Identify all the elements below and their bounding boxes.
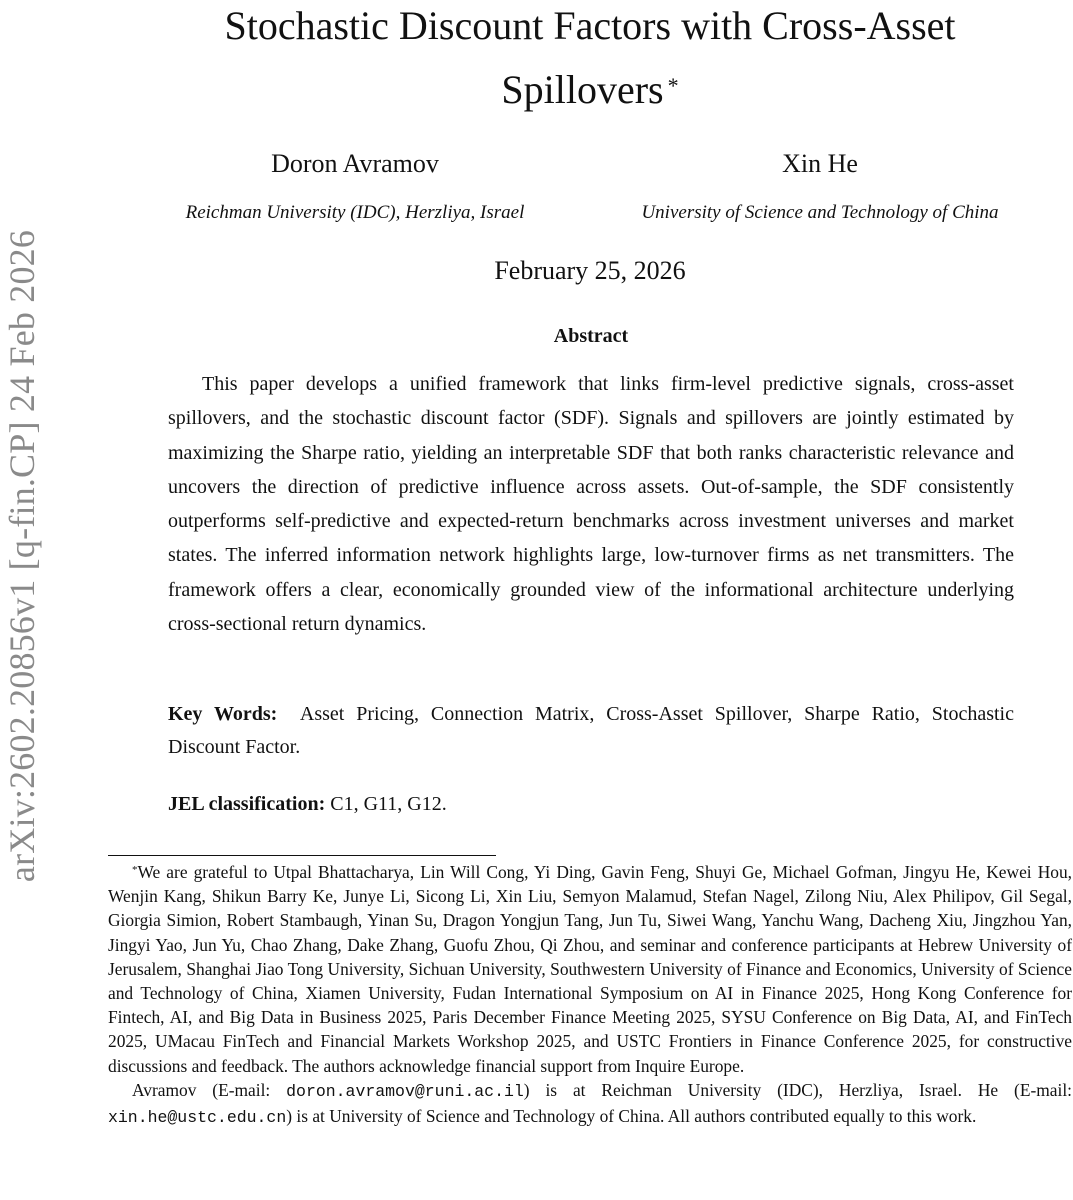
keywords: [168, 698, 1014, 764]
contact-text-2: ) is at Reichman University (IDC), Herzliya, Israel. He (E-mail:: [523, 1079, 1072, 1100]
author-affiliation: University of Science and Technology of China: [641, 202, 999, 223]
footnotes: [108, 860, 1072, 1130]
abstract-heading: Abstract: [553, 325, 629, 347]
arxiv-identifier: arXiv:2602.20856v1 [q-fin.CP] 24 Feb 2026: [2, 229, 42, 883]
contact-text-3: ) is at University of Science and Technology of China. All authors contributed equally to this work.: [286, 1106, 977, 1127]
author-name: Doron Avramov: [271, 149, 439, 178]
author-affiliation: Reichman University (IDC), Herzliya, Israel: [185, 202, 525, 223]
author-block-avramov: [140, 146, 570, 226]
jel-codes: C1, G11, G12.: [330, 793, 447, 815]
title-line-2: Spillovers: [501, 67, 664, 112]
arxiv-stamp: [0, 0, 44, 1200]
title-footnote-mark[interactable]: *: [667, 73, 679, 98]
author-name: Xin He: [782, 149, 858, 178]
jel-label: JEL classification:: [168, 793, 326, 815]
contact-text-1: Avramov (E-mail:: [132, 1079, 287, 1100]
keywords-label: Key Words:: [168, 703, 278, 725]
publication-date: February 25, 2026: [494, 256, 686, 285]
email-link-he[interactable]: xin.he@ustc.edu.cn: [108, 1108, 287, 1128]
jel-classification: [168, 788, 1014, 821]
title-line-1: Stochastic Discount Factors with Cross-Asset: [224, 3, 956, 48]
acknowledgement-footnote: [108, 860, 1072, 1078]
keywords-text: Asset Pricing, Connection Matrix, Cross-Asset Spillover, Sharpe Ratio, Stochastic Discount Factor.: [168, 703, 1014, 758]
footnote-divider: [108, 855, 496, 856]
footnote-mark: *: [132, 864, 138, 876]
abstract-text: This paper develops a unified framework that links firm-level predictive signals, cross-asset spillovers, and the stochastic discount factor (SDF). Signals and spillovers are jointly estimated by maximizing the Sharpe ratio, yielding an interpretable SDF that both ranks characteristic relevance and uncovers the direction of predictive influence across assets. Out-of-sample, the SDF consistently outperforms self-predictive and expected-return benchmarks across investment universes and market states. The inferred information network highlights large, low-turnover firms as net transmitters. The framework offers a clear, economically grounded view of the informational architecture underlying cross-sectional return dynamics.: [168, 373, 1014, 636]
paper-title: [120, 0, 1060, 122]
author-block-he: [600, 146, 1040, 226]
acknowledgement-text: We are grateful to Utpal Bhattacharya, Lin Will Cong, Yi Ding, Gavin Feng, Shuyi Ge, Michael Gofman, Jingyu He, Kewei Hou, Wenjin Kang, Shikun Barry Ke, Junye Li, Sicong Li, Xin Liu, Semyon Malamud, Stefan Nagel, Zilong Niu, Alex Philipov, Gil Segal, Giorgia Simion, Robert Stambaugh, Yinan Su, Dragon Yongjun Tang, Jun Tu, Siwei Wang, Yanchu Wang, Dacheng Xiu, Jingzhou Yan, Jingyi Yao, Jun Yu, Chao Zhang, Dake Zhang, Guofu Zhou, Qi Zhou, and seminar and conference participants at Hebrew University of Jerusalem, Shanghai Jiao Tong University, Sichuan University, Southwestern University of Finance and Economics, University of Science and Technology of China, Xiamen University, Fudan International Symposium on AI in Finance 2025, Hong Kong Conference for Fintech, AI, and Big Data in Business 2025, Paris December Finance Meeting 2025, SYSU Conference on Big Data, AI, and FinTech 2025, UMacau FinTech and Financial Markets Workshop 2025, and USTC Frontiers in Finance Conference 2025, for constructive discussions and feedback. The authors acknowledge financial support from Inquire Europe.: [108, 862, 1072, 1076]
email-link-avramov[interactable]: doron.avramov@runi.ac.il: [286, 1081, 524, 1101]
contact-footnote: [108, 1078, 1072, 1130]
